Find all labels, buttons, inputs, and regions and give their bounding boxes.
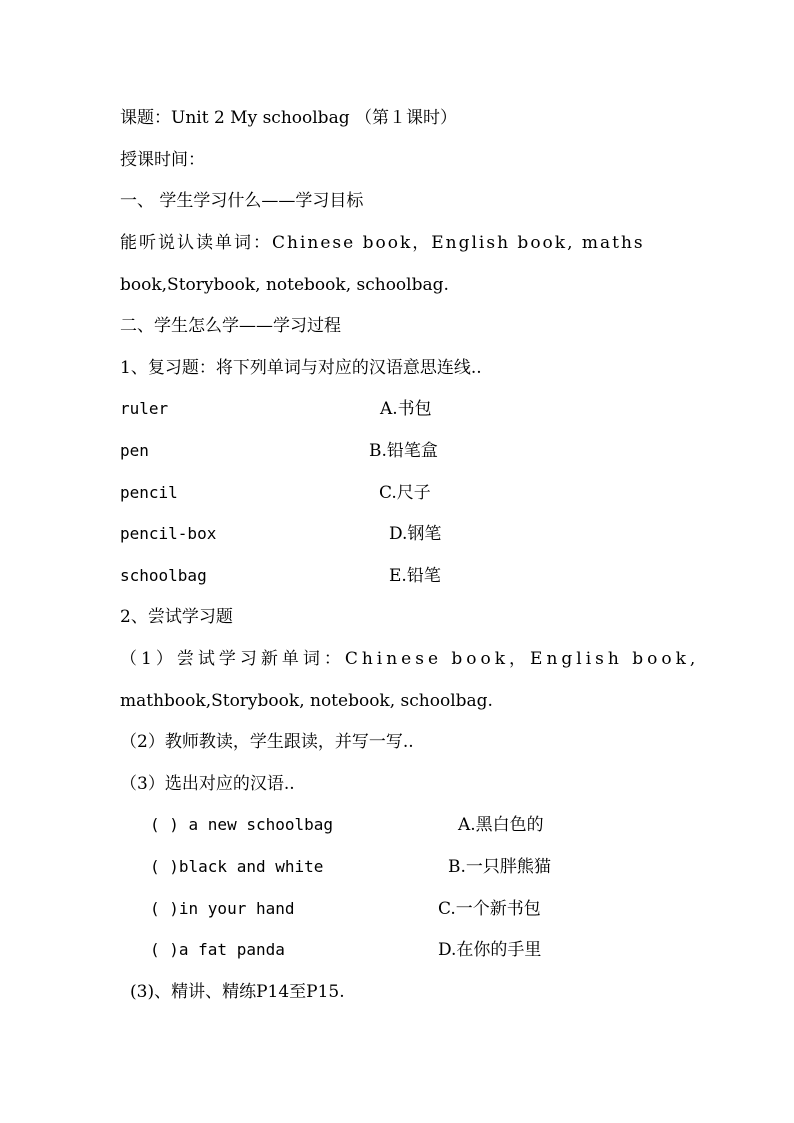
section2-heading: 二、学生怎么学——学习过程	[120, 316, 341, 336]
review-word: schoolbag	[120, 566, 207, 585]
section1-heading: 一、 学生学习什么——学习目标	[120, 191, 364, 211]
review-word: pencil-box	[120, 524, 217, 543]
choice-blank: ( )in your hand	[150, 899, 295, 918]
step-2: （2）教师教读，学生跟读，并写一写..	[120, 732, 414, 752]
lesson-title: 课题：Unit 2 My schoolbag （第１课时）	[120, 108, 457, 128]
review-heading: 1、复习题：将下列单词与对应的汉语意思连线..	[120, 358, 482, 378]
review-meaning: E.铅笔	[389, 566, 441, 586]
review-word: pen	[120, 441, 149, 460]
choice-option: B.一只胖熊猫	[448, 857, 551, 877]
review-meaning: B.铅笔盒	[369, 441, 438, 461]
choice-blank: ( )a fat panda	[150, 940, 285, 959]
review-meaning: C.尺子	[379, 483, 431, 503]
choice-option: A.黑白色的	[458, 815, 544, 835]
choice-blank: ( )black and white	[150, 857, 324, 876]
goal-line-1: 能听说认读单词：Chinese book，English book, maths	[120, 233, 645, 253]
lesson-time-label: 授课时间：	[120, 150, 205, 170]
final-line: (3)、精讲、精练P14至P15.	[130, 982, 345, 1002]
step-3: （3）选出对应的汉语..	[120, 774, 295, 794]
review-meaning: D.钢笔	[389, 524, 442, 544]
review-meaning: A.书包	[380, 399, 432, 419]
choice-option: D.在你的手里	[438, 940, 542, 960]
try-heading: 2、尝试学习题	[120, 607, 233, 627]
goal-line-2: book,Storybook, notebook, schoolbag.	[120, 275, 449, 295]
choice-option: C.一个新书包	[438, 899, 541, 919]
try-line-1: （1）尝试学习新单词：Chinese book，English book,	[120, 649, 700, 669]
choice-blank: ( ) a new schoolbag	[150, 815, 334, 834]
review-word: pencil	[120, 483, 178, 502]
try-line-2: mathbook,Storybook, notebook, schoolbag.	[120, 691, 493, 711]
review-word: ruler	[120, 399, 169, 418]
